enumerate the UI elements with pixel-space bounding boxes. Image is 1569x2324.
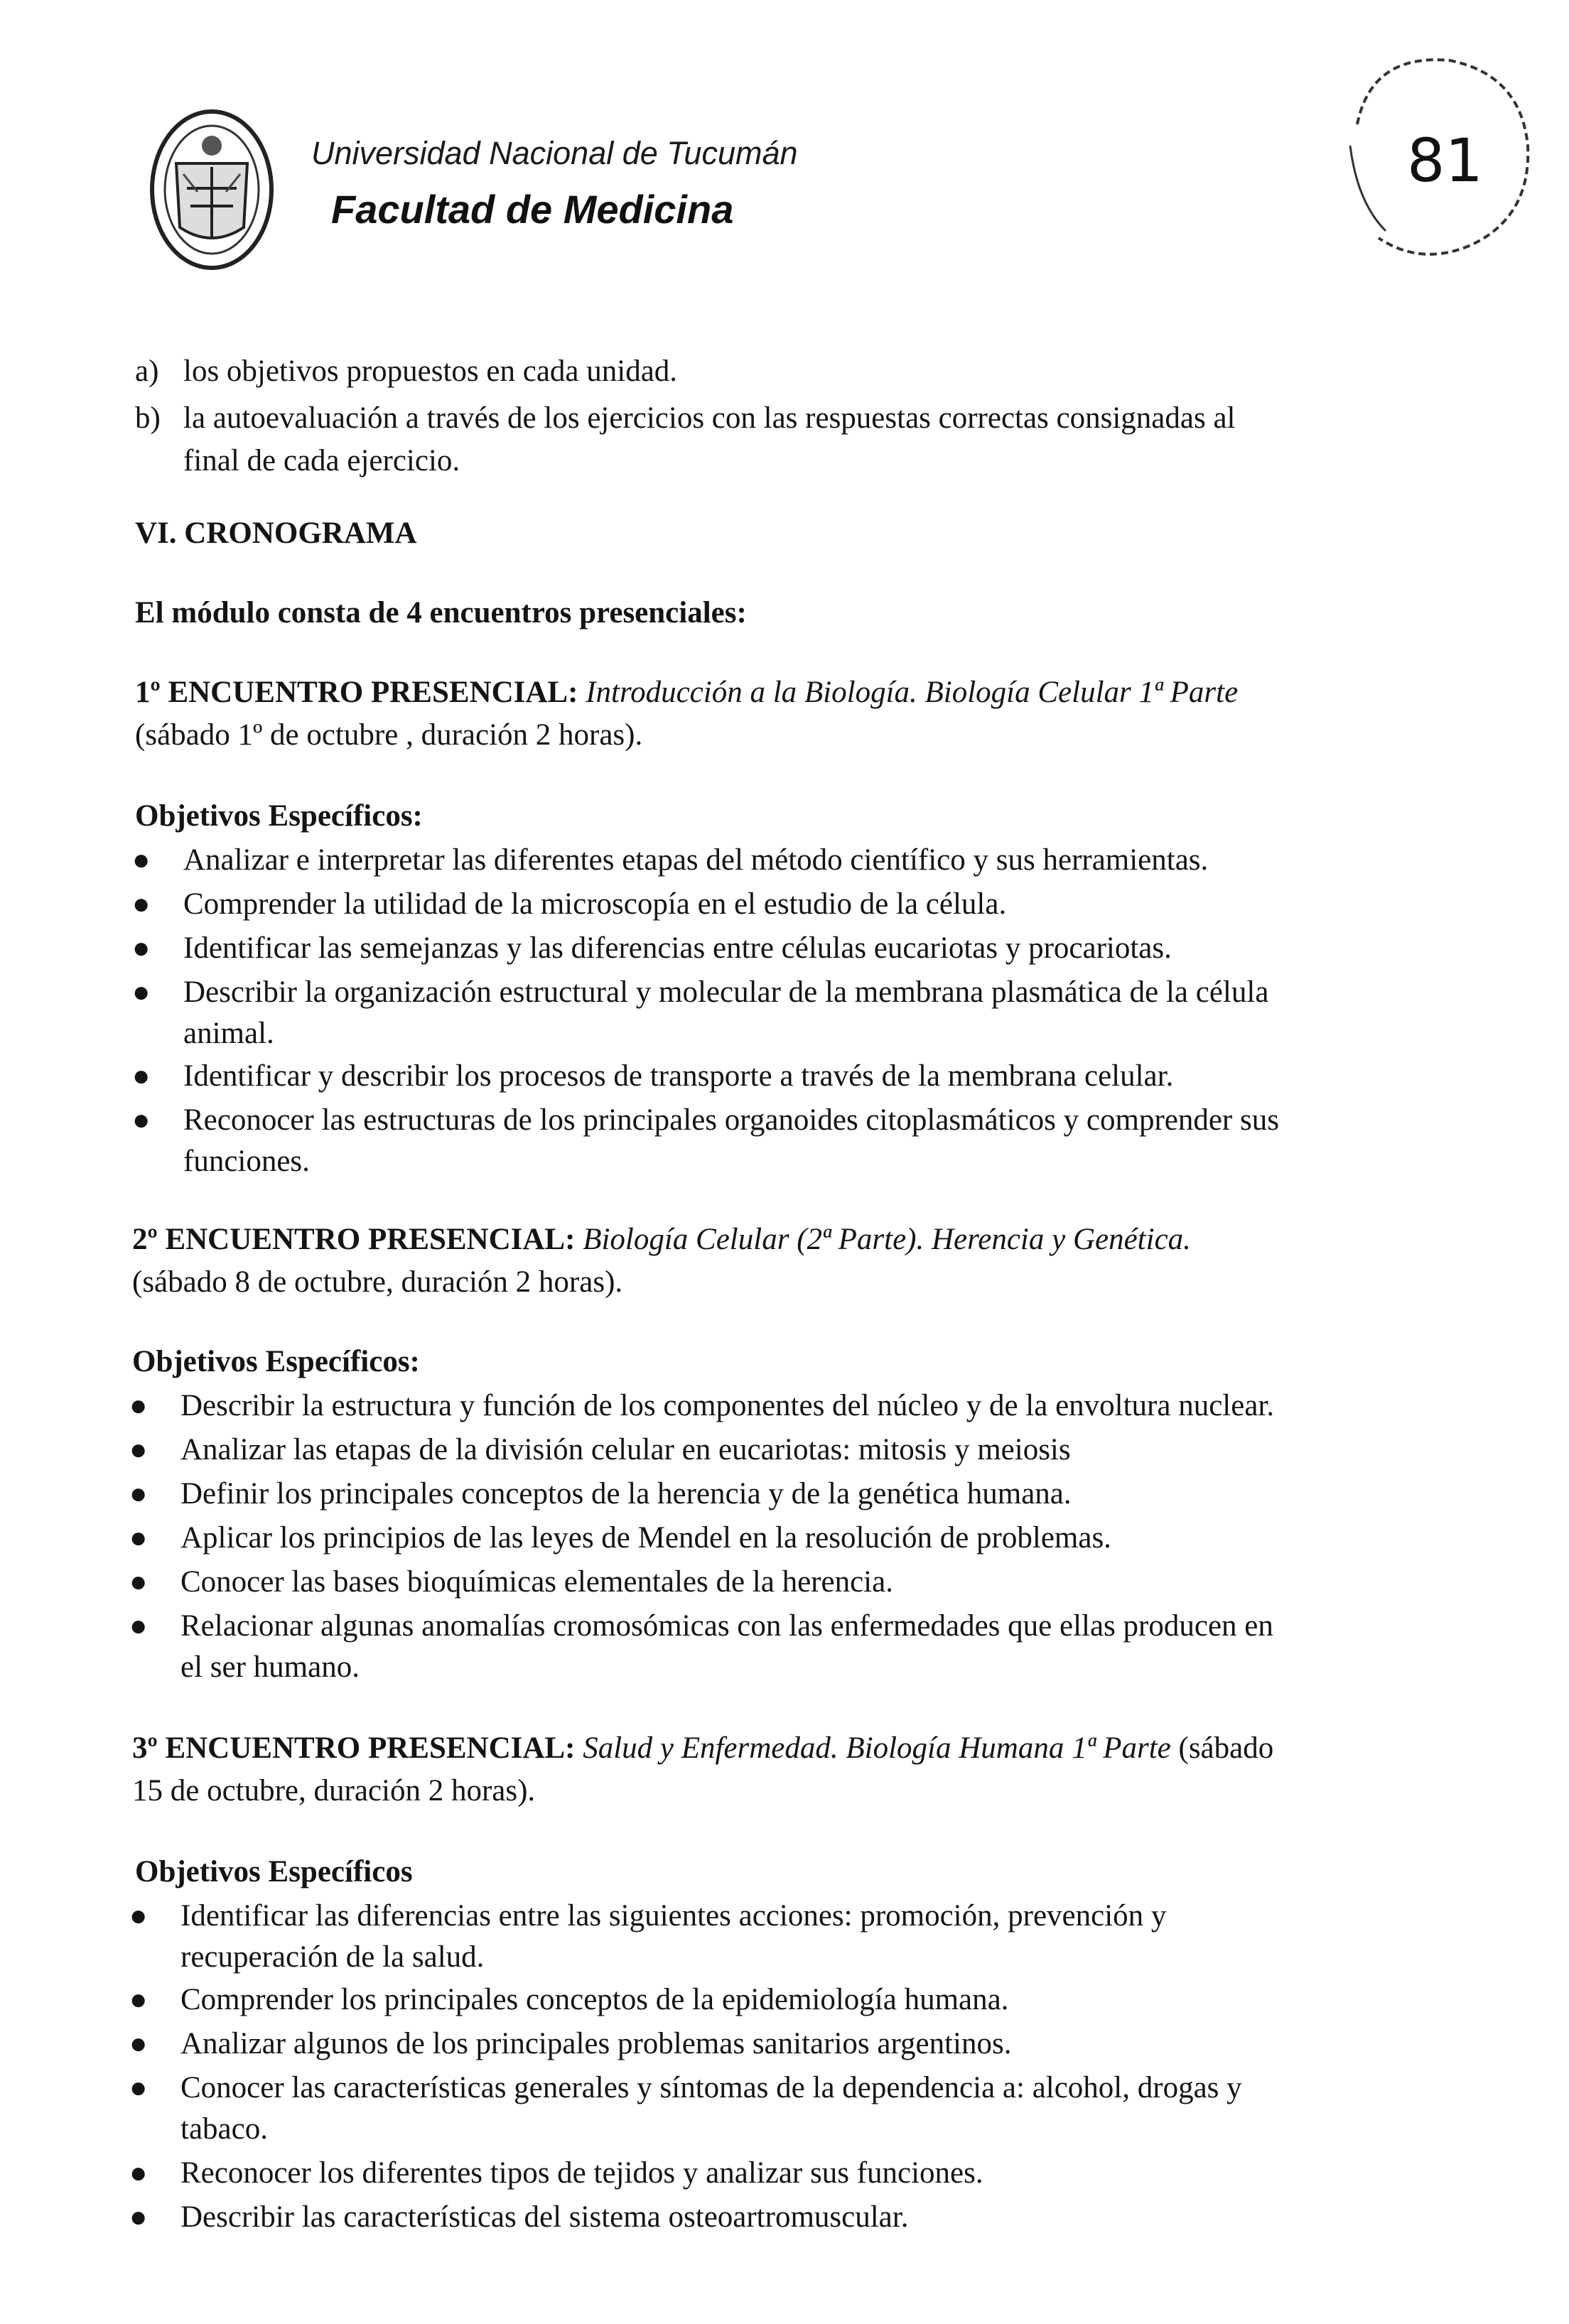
objective-item: Describir las características del sistema osteoartromuscular. [180, 2200, 909, 2234]
folio-number: 81 [1407, 126, 1483, 195]
university-seal-logo [148, 107, 276, 274]
folio-stamp [1329, 39, 1542, 281]
encuentro-1-topic: Introducción a la Biología. Biología Celular 1ª Parte [586, 676, 1239, 709]
objective-item-continuation: animal. [183, 1017, 274, 1050]
bullet-icon: ● [129, 1610, 148, 1643]
bullet-icon: ● [132, 976, 151, 1009]
objective-item: Comprender los principales conceptos de la epidemiología humana. [180, 1983, 1009, 2016]
bullet-icon: ● [132, 844, 151, 877]
bullet-icon: ● [129, 2028, 148, 2060]
objective-item: Reconocer las estructuras de los principales organoides citoplasmáticos y comprender sus [183, 1103, 1279, 1137]
objective-item: Describir la estructura y función de los componentes del núcleo y de la envoltura nuclear. [180, 1389, 1275, 1422]
bullet-icon: ● [129, 1984, 148, 2016]
objective-item: Analizar e interpretar las diferentes etapas del método científico y sus herramientas. [183, 843, 1209, 877]
objective-item: Reconocer los diferentes tipos de tejidos y analizar sus funciones. [180, 2156, 983, 2190]
objective-item: Definir los principales conceptos de la herencia y de la genética humana. [180, 1477, 1072, 1510]
bullet-icon: ● [129, 1390, 148, 1422]
section-heading: VI. CRONOGRAMA [135, 517, 417, 550]
objective-item: Identificar y describir los procesos de transporte a través de la membrana celular. [183, 1059, 1174, 1093]
bullet-icon: ● [129, 1478, 148, 1510]
objective-item: Conocer las características generales y síntomas de la dependencia a: alcohol, drogas y [180, 2071, 1242, 2104]
bullet-icon: ● [132, 932, 151, 965]
encuentro-1-objectives-title: Objetivos Específicos: [135, 799, 423, 833]
list-marker-b: b) [135, 401, 161, 435]
encuentro-3-date: 15 de octubre, duración 2 horas). [132, 1774, 536, 1807]
objective-item: Relacionar algunas anomalías cromosómicas con las enfermedades que ellas producen en [180, 1609, 1273, 1643]
bullet-icon: ● [129, 1434, 148, 1466]
section-intro: El módulo consta de 4 encuentros presenciales: [135, 596, 747, 629]
objective-item: Identificar las diferencias entre las siguientes acciones: promoción, prevención y [180, 1899, 1167, 1933]
encuentro-3-label: 3º ENCUENTRO PRESENCIAL: [132, 1731, 576, 1765]
objective-item: Analizar las etapas de la división celular en eucariotas: mitosis y meiosis [180, 1433, 1071, 1466]
objective-item: Comprender la utilidad de la microscopía en el estudio de la célula. [183, 887, 1007, 921]
objective-item: Describir la organización estructural y molecular de la membrana plasmática de la célula [183, 975, 1269, 1009]
objective-item: Conocer las bases bioquímicas elementales de la herencia. [180, 1565, 893, 1599]
bullet-icon: ● [132, 1104, 151, 1137]
bullet-icon: ● [129, 1900, 148, 1933]
bullet-icon: ● [129, 2072, 148, 2104]
objective-item: Analizar algunos de los principales problemas sanitarios argentinos. [180, 2027, 1012, 2060]
list-marker-a: a) [135, 355, 159, 388]
encuentro-2-topic: Biología Celular (2ª Parte). Herencia y Genética. [583, 1223, 1191, 1256]
bullet-icon: ● [132, 1060, 151, 1093]
bullet-icon: ● [129, 1566, 148, 1599]
university-name: Universidad Nacional de Tucumán [311, 135, 798, 171]
faculty-name: Facultad de Medicina [331, 187, 734, 232]
encuentro-2-label: 2º ENCUENTRO PRESENCIAL: [132, 1223, 576, 1256]
bullet-icon: ● [132, 888, 151, 921]
bullet-icon: ● [129, 2157, 148, 2190]
encuentro-2-date: (sábado 8 de octubre, duración 2 horas). [132, 1265, 623, 1299]
encuentro-3-heading [132, 1728, 1273, 1769]
encuentro-3-date-start: (sábado [1178, 1731, 1274, 1765]
encuentro-3-topic: Salud y Enfermedad. Biología Humana 1ª Parte [583, 1731, 1171, 1765]
objective-item-continuation: tabaco. [180, 2112, 268, 2146]
encuentro-2-heading [132, 1219, 1191, 1260]
objective-item: Aplicar los principios de las leyes de Mendel en la resolución de problemas. [180, 1521, 1111, 1555]
encuentro-1-label: 1º ENCUENTRO PRESENCIAL: [135, 676, 578, 709]
encuentro-1-date: (sábado 1º de octubre , duración 2 horas). [135, 718, 643, 752]
objective-item-continuation: funciones. [183, 1145, 310, 1178]
objective-item-continuation: recuperación de la salud. [180, 1940, 485, 1974]
list-item-b-line1: la autoevaluación a través de los ejercicios con las respuestas correctas consignadas al [183, 401, 1236, 435]
objective-item: Identificar las semejanzas y las diferencias entre células eucariotas y procariotas. [183, 931, 1172, 965]
list-item-a: los objetivos propuestos en cada unidad. [183, 355, 678, 388]
encuentro-3-objectives-title: Objetivos Específicos [135, 1855, 413, 1888]
list-item-b-line2: final de cada ejercicio. [183, 444, 460, 477]
bullet-icon: ● [129, 1522, 148, 1555]
objective-item-continuation: el ser humano. [180, 1650, 360, 1684]
bullet-icon: ● [129, 2201, 148, 2234]
encuentro-2-objectives-title: Objetivos Específicos: [132, 1345, 420, 1378]
encuentro-1-heading [135, 672, 1238, 713]
